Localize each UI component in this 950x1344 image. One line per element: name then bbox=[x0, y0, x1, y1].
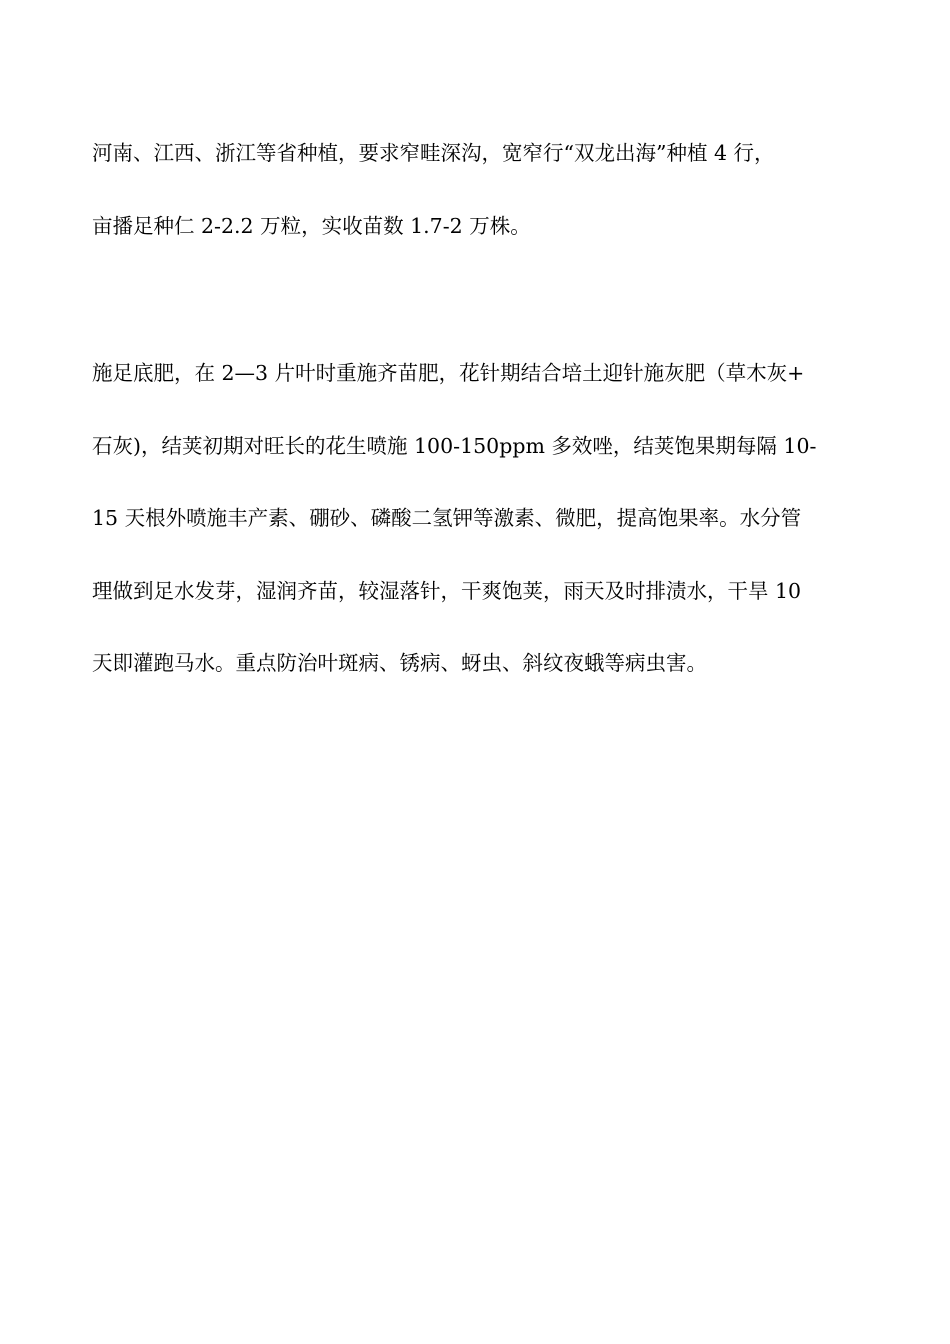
text-line: 理做到足水发芽，湿润齐苗，较湿落针，干爽饱荚，雨天及时排渍水，干旱 10 bbox=[92, 578, 802, 603]
paragraph-fertilizer-management bbox=[92, 337, 860, 700]
text-line: 石灰)，结荚初期对旺长的花生喷施 100-150ppm 多效唑，结荚饱果期每隔 10- bbox=[92, 433, 817, 458]
text-line: 天即灌跑马水。重点防治叶斑病、锈病、蚜虫、斜纹夜蛾等病虫害。 bbox=[92, 651, 707, 675]
text-line: 河南、江西、浙江等省种植，要求窄畦深沟，宽窄行“双龙出海”种植 4 行， bbox=[92, 141, 775, 165]
paragraph-planting bbox=[92, 117, 860, 262]
text-line: 施足底肥，在 2—3 片叶时重施齐苗肥，花针期结合培土迎针施灰肥（草木灰+ bbox=[92, 361, 805, 385]
text-line: 亩播足种仁 2-2.2 万粒，实收苗数 1.7-2 万株。 bbox=[92, 213, 531, 238]
text-line: 15 天根外喷施丰产素、硼砂、磷酸二氢钾等激素、微肥，提高饱果率。水分管 bbox=[92, 506, 802, 530]
